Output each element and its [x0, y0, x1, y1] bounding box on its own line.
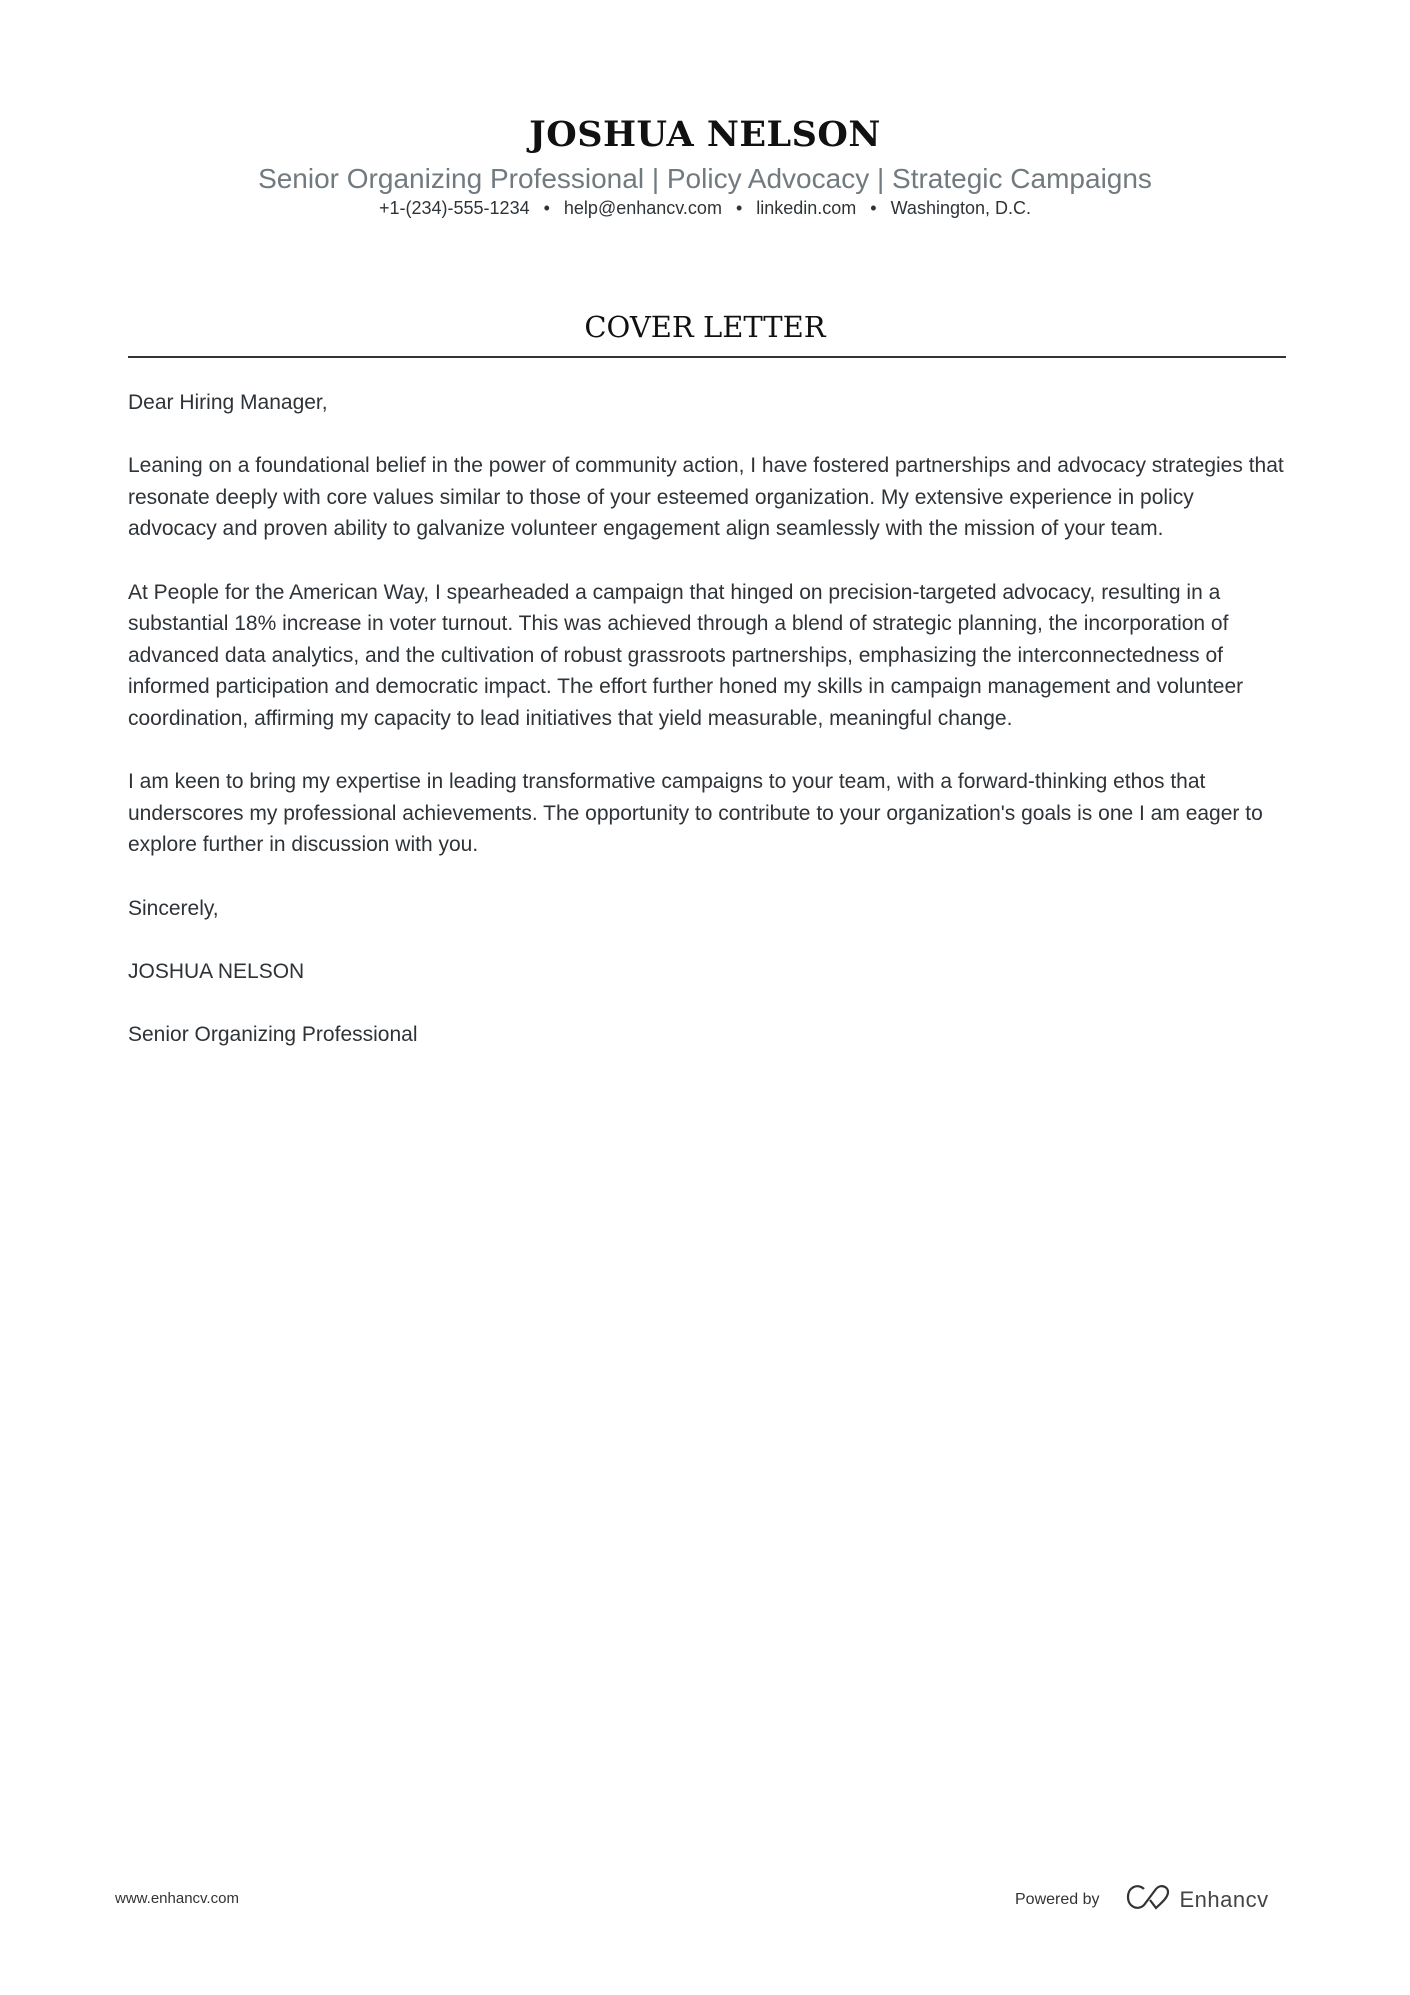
closing: Sincerely, [128, 896, 219, 920]
separator-dot: • [870, 198, 877, 218]
signature-title: Senior Organizing Professional [128, 1022, 418, 1046]
email-link[interactable]: help@enhancv.com [563, 198, 722, 218]
location: Washington, D.C. [890, 198, 1031, 218]
section-title: COVER LETTER [584, 310, 826, 344]
powered-by[interactable] [1015, 1884, 1269, 1915]
section-divider [128, 356, 1286, 358]
enhancv-logo-icon [1126, 1884, 1172, 1915]
website-link[interactable]: www.enhancv.com [115, 1890, 239, 1907]
powered-by-label: Powered by [1015, 1890, 1100, 1908]
signature-name: JOSHUA NELSON [128, 959, 305, 983]
letter-body [128, 387, 1288, 1082]
paragraph: I am keen to bring my expertise in leading transformative campaigns to your team, with a forward-thinking ethos that underscores my professional achievements. The opportunity to contribute to your organization's goals is one I am eager to explore further in discussion with you. [128, 770, 1263, 857]
candidate-name: JOSHUA NELSON [529, 114, 881, 155]
paragraph: At People for the American Way, I spearheaded a campaign that hinged on precision-targeted advocacy, resulting in a substantial 18% increase in voter turnout. This was achieved through a blend of strategic planning, the incorporation of advanced data analytics, and the cultivation of robust grassroots partnerships, emphasizing the interconnectedness of informed participation and democratic impact. The effort further honed my skills in campaign management and volunteer coordination, affirming my capacity to lead initiatives that yield measurable, meaningful change. [128, 580, 1244, 730]
brand-name: Enhancv [1179, 1886, 1269, 1912]
paragraph: Leaning on a foundational belief in the power of community action, I have fostered partnerships and advocacy strategies that resonate deeply with core values similar to those of your esteemed organization. My extensive experience in policy advocacy and proven ability to galvanize volunteer engagement align seamlessly with the mission of your team. [128, 454, 1284, 541]
separator-dot: • [543, 198, 550, 218]
greeting: Dear Hiring Manager, [128, 391, 328, 414]
candidate-subtitle: Senior Organizing Professional | Policy Advocacy | Strategic Campaigns [258, 163, 1152, 194]
separator-dot: • [735, 198, 743, 218]
linkedin-link[interactable]: linkedin.com [756, 198, 857, 218]
phone: +1-(234)-555-1234 [378, 198, 530, 218]
contact-info [0, 198, 1410, 219]
